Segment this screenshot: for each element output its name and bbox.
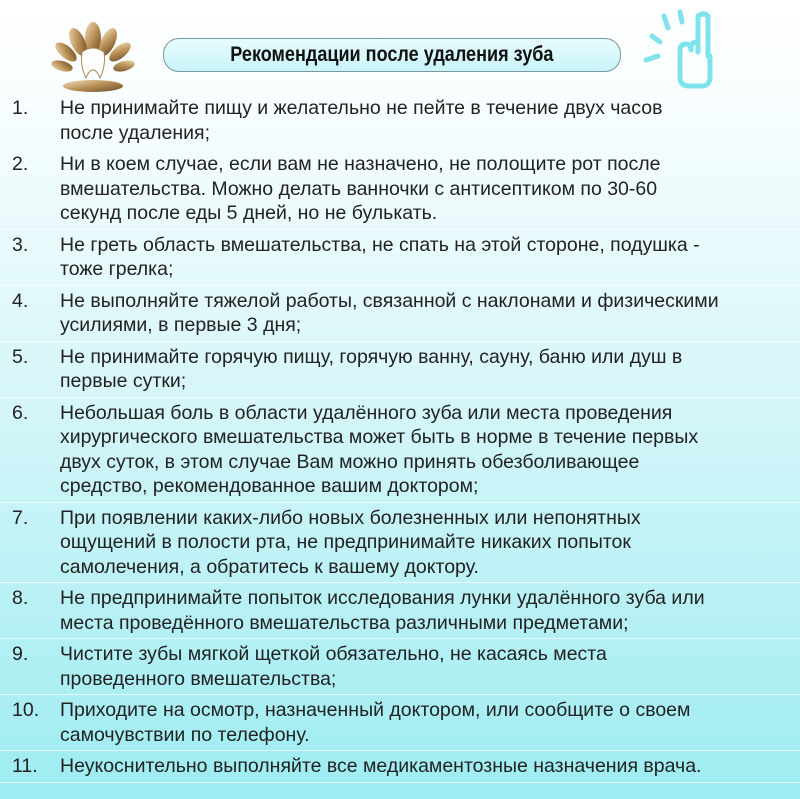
item-text-line: Не принимайте горячую пищу, горячую ванну, сауну, баню или душ в xyxy=(60,345,683,368)
page-title: Рекомендации после удаления зуба xyxy=(230,43,554,66)
list-item xyxy=(0,96,800,149)
item-text-line: самочувствии по телефону. xyxy=(60,723,310,746)
item-number: 7. xyxy=(12,506,29,529)
list-item xyxy=(0,345,800,398)
item-text-line: Не выполняйте тяжелой работы, связанной с наклонами и физическими xyxy=(60,289,719,312)
item-text-line: проведенного вмешательства; xyxy=(60,667,337,690)
recommendations-list xyxy=(0,96,800,786)
item-text-line: после удаления; xyxy=(60,121,210,144)
list-item xyxy=(0,401,800,503)
item-text-line: Чистите зубы мягкой щеткой обязательно, не касаясь места xyxy=(60,643,607,665)
item-text-line: При появлении каких-либо новых болезненных или непонятных xyxy=(60,506,641,529)
list-item xyxy=(0,233,800,286)
item-number: 8. xyxy=(12,587,29,609)
item-number: 5. xyxy=(12,345,29,368)
item-text-line: Небольшая боль в области удалённого зуба или места проведения xyxy=(60,401,673,424)
item-number: 3. xyxy=(12,233,29,256)
item-text-line: Не греть область вмешательства, не спать на этой стороне, подушка - xyxy=(60,233,700,256)
item-text-line: вмешательства. Можно делать ванночки с антисептиком по 30-60 xyxy=(60,177,658,200)
item-text-line: Ни в коем случае, если вам не назначено, не полощите рот после xyxy=(60,153,661,175)
item-text-line: самолечения, а обратитесь к вашему доктору. xyxy=(60,555,479,578)
item-text-line: Не принимайте пищу и желательно не пейте в течение двух часов xyxy=(60,97,663,119)
item-text-line: первые сутки; xyxy=(60,370,187,392)
page-title-banner xyxy=(163,38,621,72)
item-text-line: Приходите на осмотр, назначенный доктором, или сообщите о своем xyxy=(60,699,691,721)
raised-index-finger-icon xyxy=(640,8,730,90)
list-item xyxy=(0,754,800,783)
list-item xyxy=(0,586,800,639)
list-item xyxy=(0,642,800,695)
list-item xyxy=(0,289,800,342)
item-text-line: Неукоснительно выполняйте все медикаментозные назначения врача. xyxy=(60,755,702,777)
item-number: 1. xyxy=(12,97,29,119)
item-number: 6. xyxy=(12,401,29,424)
item-text-line: средство, рекомендованное вашим доктором; xyxy=(60,475,479,497)
item-number: 4. xyxy=(12,289,29,312)
item-text-line: усилиями, в первые 3 дня; xyxy=(60,314,302,336)
item-number: 2. xyxy=(12,153,29,175)
item-number: 11. xyxy=(12,755,38,777)
item-text-line: ощущений в полости рта, не предпринимайте никаких попыток xyxy=(60,531,631,553)
item-text-line: тоже грелка; xyxy=(60,258,174,280)
item-number: 10. xyxy=(12,699,40,721)
item-text-line: места проведённого вмешательства различными предметами; xyxy=(60,611,629,634)
shell-tooth-logo-icon xyxy=(50,22,136,94)
list-item xyxy=(0,152,800,230)
item-text-line: двух суток, в этом случае Вам можно принять обезболивающее xyxy=(60,450,640,473)
item-number: 9. xyxy=(12,643,29,665)
list-item xyxy=(0,698,800,751)
list-item xyxy=(0,506,800,584)
item-text-line: секунд после еды 5 дней, но не булькать. xyxy=(60,202,438,224)
item-text-line: хирургического вмешательства может быть в норме в течение первых xyxy=(60,426,699,448)
item-text-line: Не предпринимайте попыток исследования лунки удалённого зуба или xyxy=(60,587,705,609)
